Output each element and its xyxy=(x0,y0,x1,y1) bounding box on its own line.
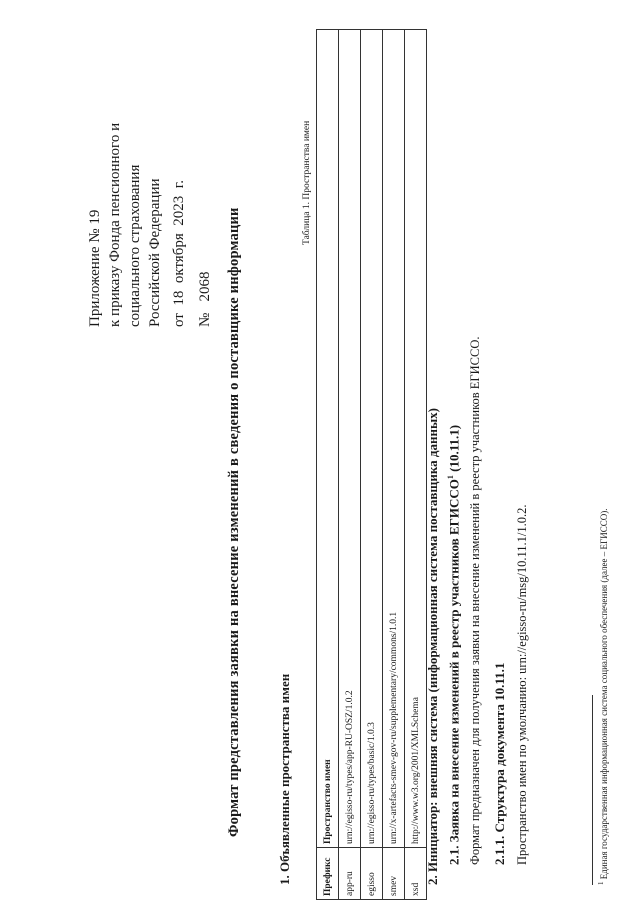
namespace-cell: urn://egisso-ru/types/app-RU-OSZ/1.0.2 xyxy=(339,30,361,848)
prefix-cell: smev xyxy=(383,848,405,900)
date-year: 2023 xyxy=(171,195,187,226)
namespace-cell: urn://x-artefacts-smev-gov-ru/supplementary/commons/1.0.1 xyxy=(383,30,405,848)
footnote-rule xyxy=(592,695,593,885)
date-month: октября xyxy=(171,233,187,284)
footnote-text: Единая государственная информационная система социального обеспечения (далее – ЕГИССО). xyxy=(599,508,609,882)
number-value: 2068 xyxy=(197,271,213,302)
paragraph: Пространство имен по умолчанию: urn://egisso-ru/msg/10.11.1/1.0.2. xyxy=(515,504,529,865)
order-number xyxy=(196,271,214,327)
paragraph: Формат предназначен для получения заявки на внесение изменений в реестр участников ЕГИССО. xyxy=(468,336,482,865)
section-heading: 2. Инициатор: внешняя система (информационная система поставщика данных) xyxy=(425,408,440,885)
subsection-code: (10.11.1) xyxy=(446,424,462,476)
order-line: Российской Федерации xyxy=(147,178,163,327)
namespace-cell: urn://egisso-ru/types/basic/1.0.3 xyxy=(361,30,383,848)
order-line: к приказу Фонда пенсионного и xyxy=(107,122,123,327)
date-day: 18 xyxy=(171,290,187,306)
date-label: от xyxy=(171,313,187,327)
order-line: социального страхования xyxy=(127,164,143,327)
namespaces-table xyxy=(316,29,427,900)
section-heading: 1. Объявленные пространства имен xyxy=(277,673,292,885)
subsection-heading xyxy=(446,425,462,865)
date-suffix: г. xyxy=(171,180,187,189)
table-header-row xyxy=(317,30,339,900)
footnote xyxy=(597,509,609,886)
column-header: Префикс xyxy=(317,848,339,900)
appendix-number: Приложение № 19 xyxy=(87,209,103,327)
table-row xyxy=(405,30,427,900)
number-label: № xyxy=(197,312,213,327)
subsection-heading: 2.1.1. Структура документа 10.11.1 xyxy=(492,662,507,865)
page-title: Формат представления заявки на внесение изменений в сведения о поставщике информации xyxy=(226,207,242,837)
table-row xyxy=(383,30,405,900)
footnote-mark: 1 xyxy=(597,881,605,885)
subsection-title: 2.1. Заявка на внесение изменений в реестр участников ЕГИССО xyxy=(446,479,462,865)
prefix-cell: egisso xyxy=(361,848,383,900)
table-row xyxy=(339,30,361,900)
table-row xyxy=(361,30,383,900)
prefix-cell: app-ru xyxy=(339,848,361,900)
footnote-ref: 1 xyxy=(446,475,455,480)
column-header: Пространство имен xyxy=(317,30,339,848)
namespace-cell: http://www.w3.org/2001/XMLSchema xyxy=(405,30,427,848)
prefix-cell: xsd xyxy=(405,848,427,900)
order-date xyxy=(170,180,188,327)
table-caption: Таблица 1. Пространства имен xyxy=(302,120,312,245)
